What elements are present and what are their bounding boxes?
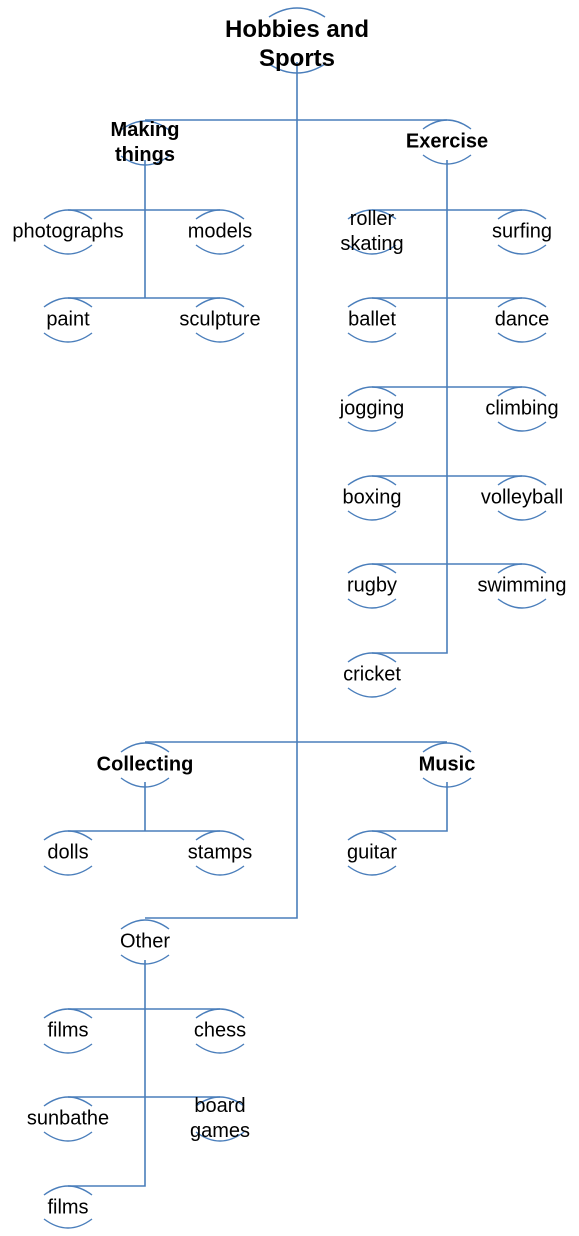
- leaf-dolls: dolls: [47, 841, 89, 864]
- leaf-cricket: cricket: [343, 663, 401, 686]
- node-ballet-arc-top: [348, 298, 396, 307]
- leaf-paint: paint: [46, 308, 90, 331]
- node-climbing-arc-bottom: [498, 422, 546, 431]
- node-ballet-arc-bottom: [348, 333, 396, 342]
- node-sunbathe-arc-top: [44, 1097, 92, 1106]
- category-making-things: Making things: [110, 119, 180, 166]
- node-models-arc-top: [196, 210, 244, 219]
- leaf-stamps: stamps: [187, 841, 253, 864]
- leaf-swimming: swimming: [477, 574, 567, 597]
- node-boxing-arc-bottom: [348, 511, 396, 520]
- node-surfing-arc-bottom: [498, 245, 546, 254]
- node-sunbathe-arc-bottom: [44, 1132, 92, 1141]
- node-dance-arc-top: [498, 298, 546, 307]
- category-other: Other: [119, 930, 171, 953]
- leaf-jogging: jogging: [339, 397, 405, 420]
- node-films-2-arc-top: [44, 1186, 92, 1195]
- category-exercise: Exercise: [405, 130, 489, 153]
- node-collecting-arc-top: [121, 743, 169, 752]
- leaf-sunbathe: sunbathe: [26, 1107, 110, 1130]
- node-guitar-arc-top: [348, 831, 396, 840]
- node-paint-arc-top: [44, 298, 92, 307]
- leaf-surfing: surfing: [491, 220, 553, 243]
- node-cricket-arc-top: [348, 653, 396, 662]
- root-node-hobbies-and-sports: Hobbies and Sports: [224, 16, 369, 72]
- node-chess-arc-bottom: [196, 1044, 244, 1053]
- leaf-ballet: ballet: [348, 308, 396, 331]
- node-dance-arc-bottom: [498, 333, 546, 342]
- leaf-boxing: boxing: [342, 486, 402, 509]
- leaf-guitar: guitar: [346, 841, 398, 864]
- leaf-films-2: films: [47, 1196, 89, 1219]
- node-volleyball-arc-top: [498, 476, 546, 485]
- category-collecting: Collecting: [96, 753, 194, 776]
- leaf-climbing: climbing: [485, 397, 559, 420]
- node-models-arc-bottom: [196, 245, 244, 254]
- node-guitar-arc-bottom: [348, 866, 396, 875]
- node-films-arc-bottom: [44, 1044, 92, 1053]
- leaf-board-games: board games: [189, 1095, 251, 1142]
- node-stamps-arc-bottom: [196, 866, 244, 875]
- node-music-arc-top: [423, 743, 471, 752]
- connector-root-trunk: [145, 62, 297, 918]
- leaf-chess: chess: [193, 1019, 247, 1042]
- node-surfing-arc-top: [498, 210, 546, 219]
- node-sculpture-arc-top: [196, 298, 244, 307]
- node-climbing-arc-top: [498, 387, 546, 396]
- category-music: Music: [418, 753, 476, 776]
- node-rugby-arc-top: [348, 564, 396, 573]
- node-exercise-arc-top: [423, 120, 471, 129]
- node-volleyball-arc-bottom: [498, 511, 546, 520]
- node-boxing-arc-top: [348, 476, 396, 485]
- leaf-dance: dance: [494, 308, 550, 331]
- node-sculpture-arc-bottom: [196, 333, 244, 342]
- node-jogging-arc-top: [348, 387, 396, 396]
- node-swimming-arc-bottom: [498, 599, 546, 608]
- node-photographs-arc-bottom: [44, 245, 92, 254]
- leaf-volleyball: volleyball: [480, 486, 564, 509]
- node-paint-arc-bottom: [44, 333, 92, 342]
- node-dolls-arc-top: [44, 831, 92, 840]
- connector-music-stem: [372, 782, 447, 831]
- leaf-rugby: rugby: [346, 574, 398, 597]
- node-jogging-arc-bottom: [348, 422, 396, 431]
- node-films-arc-top: [44, 1009, 92, 1018]
- connector-other-stem: [68, 960, 145, 1186]
- leaf-roller-skating: roller skating: [340, 208, 404, 255]
- node-stamps-arc-top: [196, 831, 244, 840]
- node-swimming-arc-top: [498, 564, 546, 573]
- node-dolls-arc-bottom: [44, 866, 92, 875]
- node-cricket-arc-bottom: [348, 688, 396, 697]
- leaf-films: films: [47, 1019, 89, 1042]
- leaf-sculpture: sculpture: [179, 308, 261, 331]
- node-chess-arc-top: [196, 1009, 244, 1018]
- node-other-arc-top: [121, 920, 169, 929]
- node-rugby-arc-bottom: [348, 599, 396, 608]
- leaf-photographs: photographs: [12, 220, 124, 243]
- node-photographs-arc-top: [44, 210, 92, 219]
- leaf-models: models: [187, 220, 253, 243]
